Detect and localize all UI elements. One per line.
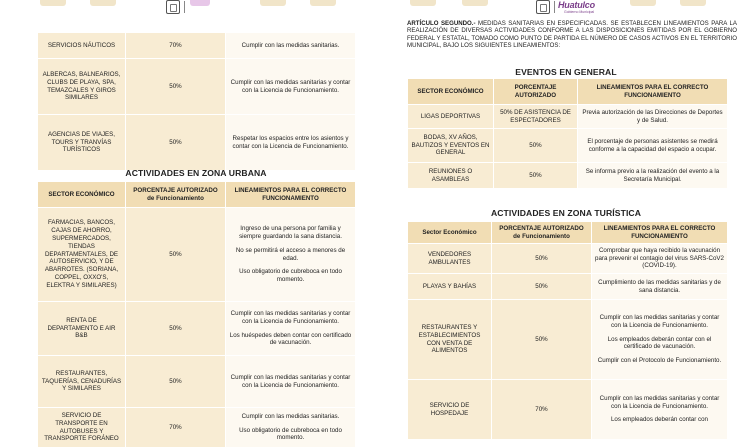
percent-cell: 50% [494,163,578,189]
sector-cell: AGENCIAS DE VIAJES, TOURS Y TRANVÍAS TURÍSTICOS [38,115,126,171]
lineamientos-cell [578,129,728,163]
percent-cell: 50% [494,129,578,163]
header-percent: PORCENTAJE AUTORIZADO de Funcionamiento [492,222,592,244]
percent-cell: 70% [126,33,226,59]
lineamiento-text: Ingreso de una persona por familia y siempre guardando la sana distancia. [239,224,342,240]
left-page [0,0,375,443]
lineamiento-text: Cumplir con las medidas sanitarias y contar con la Licencia de Funcionamiento. [230,309,351,325]
percent-cell: 50% [492,300,592,380]
huatulco-logo: Huatulco [558,0,595,10]
header-tab [90,0,116,6]
header-divider [184,1,185,13]
header-percent: PORCENTAJE AUTORIZADO [494,79,578,105]
table-row [408,274,728,300]
sector-cell: RESTAURANTES Y ESTABLECIMIENTOS CON VENTA DE ALIMENTOS [408,300,492,380]
header-tab [680,0,706,6]
lineamientos-cell [226,59,356,115]
sector-cell: FARMACIAS, BANCOS, CAJAS DE AHORRO, SUPERMERCADOS, TIENDAS DEPARTAMENTALES, DE AUTOSERVICIO, Y DE ABARROTES. (SORIANA, COPPEL, OXXO'S, ELEKTRA Y SIMILARES) [38,208,126,302]
left-top-table [37,32,356,171]
lineamiento-text: Previa autorización de las Direcciones de Deportes y de Salud. [582,108,723,124]
table-row [38,59,356,115]
lineamiento-text: Uso obligatorio de cubreboca en todo momento. [239,426,342,442]
table-row [38,408,356,448]
urbana-section-title: ACTIVIDADES EN ZONA URBANA [125,168,267,178]
percent-cell: 50% [492,274,592,300]
lineamiento-text: El porcentaje de personas asistentes se medirá conforme a la capacidad del espacio a ocupar. [587,137,718,153]
lineamiento-text: Cumplir con las medidas sanitarias y contar con la Licencia de Funcionamiento. [599,313,720,329]
sector-cell: RESTAURANTES, TAQUERÍAS, CENADURÍAS Y SIMILARES [38,356,126,408]
lineamiento-text: No se permitirá el acceso a menores de edad. [235,246,346,262]
percent-cell: 50% [126,115,226,171]
lineamientos-cell [226,356,356,408]
table-row [408,105,728,129]
percent-cell: 50% [126,302,226,356]
sector-cell: PLAYAS Y BAHÍAS [408,274,492,300]
lineamientos-cell [578,105,728,129]
percent-cell: 70% [492,380,592,440]
header-tab [462,0,488,6]
right-page [380,0,750,430]
sector-cell: SERVICIO DE HOSPEDAJE [408,380,492,440]
table-row [38,208,356,302]
lineamiento-text: Los empleados deberán contar con el certificado de vacunación. [607,335,712,351]
sector-cell: BODAS, XV AÑOS, BAUTIZOS Y EVENTOS EN GENERAL [408,129,494,163]
sector-cell: LIGAS DEPORTIVAS [408,105,494,129]
lineamiento-text: Cumplir con las medidas sanitarias y contar con la Licencia de Funcionamiento. [230,78,351,94]
header-sector: SECTOR ECONÓMICO [408,79,494,105]
sector-cell: VENDEDORES AMBULANTES [408,244,492,274]
sector-cell: SERVICIO DE TRANSPORTE EN AUTOBUSES Y TRANSPORTE FORÁNEO [38,408,126,448]
lineamiento-text: Cumplir con el Protocolo de Funcionamiento. [597,357,722,365]
header-lineamientos: LINEAMIENTOS PARA EL CORRECTO FUNCIONAMIENTO [226,182,356,208]
lineamiento-text: Los empleados deberán contar con [610,416,708,424]
lineamiento-text: Los huéspedes deben contar con certificado de vacunación. [229,331,352,347]
municipal-seal-icon [536,0,550,14]
huatulco-logo-sub: Gobierno Municipal [564,10,595,14]
sector-cell: RENTA DE DEPARTAMENTO E AIR B&B [38,302,126,356]
percent-cell: 50% [126,208,226,302]
table-row [38,33,356,59]
eventos-section-title: EVENTOS EN GENERAL [515,67,617,77]
percent-cell: 50% DE ASISTENCIA DE ESPECTADORES [494,105,578,129]
table-row [408,380,728,440]
percent-cell: 70% [126,408,226,448]
sector-cell: SERVICIOS NÁUTICOS [38,33,126,59]
left-header [0,0,375,18]
header-sector: Sector Económico [408,222,492,244]
header-percent: PORCENTAJE AUTORIZADO de Funcionamiento [126,182,226,208]
header-lineamientos: LINEAMIENTOS PARA EL CORRECTO FUNCIONAMIENTO [578,79,728,105]
urbana-table [37,181,356,448]
percent-cell: 50% [492,244,592,274]
lineamiento-text: Cumplimiento de las medidas sanitarias y de sana distancia. [598,278,721,294]
header-tab [40,0,66,6]
article-text: MEDIDAS SANITARIAS EN ESPECIFICADAS. SE ESTABLECEN LINEAMIENTOS PARA LA REALIZACIÓN DE DIVERSAS ACTIVIDADES CONFORME A LAS DISPOSICIONES EMITIDAS POR EL GOBIERNO FEDERAL Y ESTATAL, TOMADO COMO PUNTO DE PARTIDA EL NÚMERO DE CASOS ACTIVOS EN EL TERRITORIO MUNICIPAL, BAJO LOS SIGUIENTES LINEAMIENTOS: [407,20,737,49]
lineamientos-cell [226,208,356,302]
percent-cell: 50% [126,356,226,408]
header-tab [310,0,336,6]
municipal-seal-icon [166,0,180,14]
header-sector: SECTOR ECONÓMICO [38,182,126,208]
turistica-section-title: ACTIVIDADES EN ZONA TURÍSTICA [490,208,642,218]
table-row [38,302,356,356]
sector-cell: REUNIONES O ASAMBLEAS [408,163,494,189]
table-row [408,300,728,380]
logo-mark [190,0,210,6]
lineamiento-text: Cumplir con las medidas sanitarias. [241,41,340,49]
table-row [408,163,728,189]
lineamientos-cell [226,115,356,171]
lineamientos-cell [592,380,728,440]
lineamientos-cell [226,302,356,356]
sector-cell: ALBERCAS, BALNEARIOS, CLUBS DE PLAYA, SPA, TEMAZCALES Y GIROS SIMILARES [38,59,126,115]
lineamientos-cell [592,244,728,274]
header-divider [554,1,555,13]
table-row [38,115,356,171]
lineamiento-text: Se informa previo a la realización del evento a la Secretaría Municipal. [585,167,720,183]
header-tab [260,0,286,6]
percent-cell: 50% [126,59,226,115]
lineamiento-text: Uso obligatorio de cubreboca en todo momento. [239,268,342,284]
eventos-table [407,78,728,189]
header-tab [410,0,436,6]
lineamiento-text: Cumplir con las medidas sanitarias y contar con la Licencia de Funcionamiento. [599,394,720,410]
lineamientos-cell [226,408,356,448]
lineamiento-text: Cumplir con las medidas sanitarias y contar con la Licencia de Funcionamiento. [230,373,351,389]
lineamiento-text: Respetar los espacios entre los asientos y contar con la Licencia de Funcionamiento. [232,134,349,150]
article-lead: ARTÍCULO SEGUNDO.- [407,20,476,27]
lineamientos-cell [592,300,728,380]
header-tab [630,0,656,6]
lineamientos-cell [226,33,356,59]
table-row [408,244,728,274]
header-lineamientos: LINEAMIENTOS PARA EL CORRECTO FUNCIONAMIENTO [592,222,728,244]
right-header [380,0,750,18]
lineamientos-cell [578,163,728,189]
lineamiento-text: Comprobar que haya recibido la vacunación para prevenir el contagio del virus SARS-CoV2 (COVID-19). [595,246,724,270]
article-intro [407,20,737,49]
table-row [38,356,356,408]
table-row [408,129,728,163]
lineamientos-cell [592,274,728,300]
turistica-table [407,221,728,440]
lineamiento-text: Cumplir con las medidas sanitarias. [241,412,340,420]
